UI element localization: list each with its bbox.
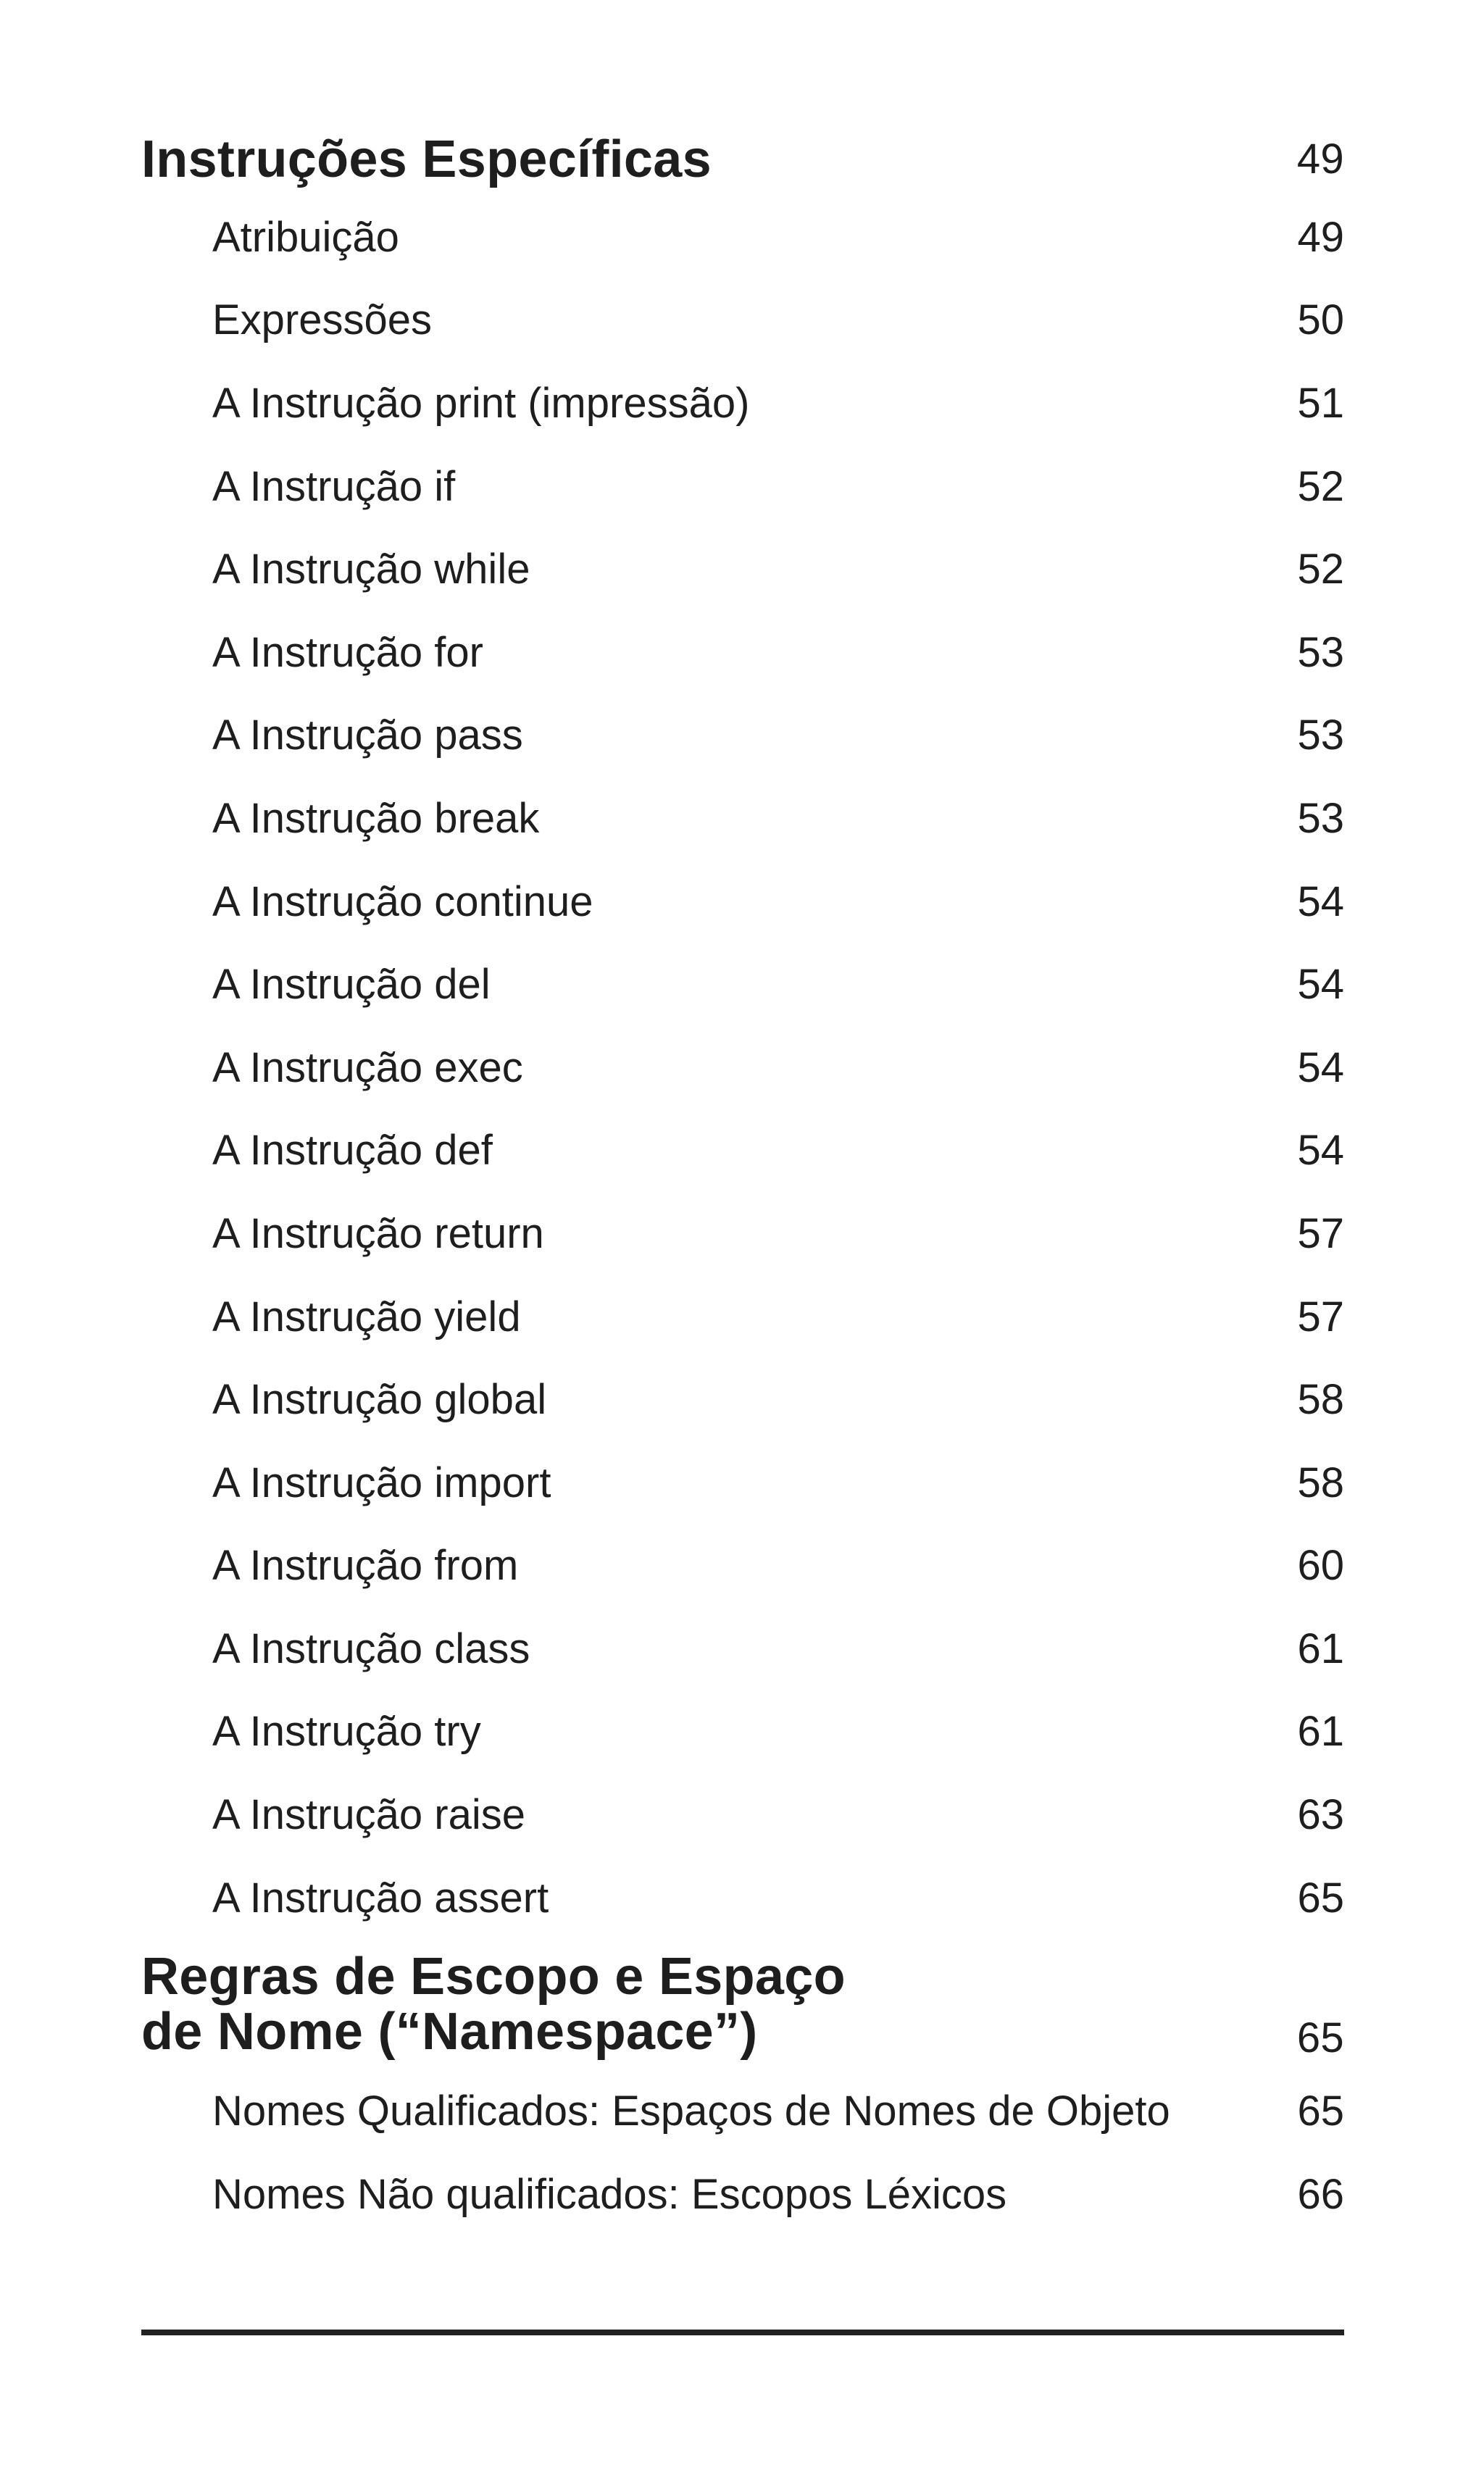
toc-entry-label: A Instrução continue [212,877,593,925]
toc-entry-page-number: 60 [1297,1542,1344,1590]
toc-entry-label: A Instrução break [212,794,540,842]
toc-entry-page-number: 54 [1297,1043,1344,1091]
section-page-number: 65 [1296,2014,1344,2062]
section-title: Instruções Específicas [141,130,712,188]
toc-entry-page-number: 58 [1297,1376,1344,1424]
toc-entry-label: Nomes Não qualificados: Escopos Léxicos [212,2170,1007,2218]
toc-entry [141,279,1344,362]
toc-entry-page-number: 53 [1297,628,1344,676]
toc-entry [141,694,1344,777]
toc-entry-page-number: 57 [1297,1293,1344,1340]
toc-entry-page-number: 65 [1297,2088,1344,2135]
toc-entry [141,2069,1344,2153]
toc-entry-page-number: 50 [1297,296,1344,344]
toc-entry-label: A Instrução raise [212,1791,525,1839]
toc-entry-label: A Instrução print (impressão) [212,379,750,427]
toc-entry-page-number: 53 [1297,794,1344,842]
toc-entry-page-number: 58 [1297,1459,1344,1506]
toc-entry-page-number: 63 [1297,1791,1344,1839]
toc-entry [141,1773,1344,1856]
toc-entry-label: A Instrução from [212,1542,519,1590]
toc-entry-label: A Instrução try [212,1708,481,1756]
toc-entry-label: Expressões [212,296,433,344]
toc-entry [141,1856,1344,1940]
toc-entry-label: A Instrução assert [212,1874,549,1922]
toc-entry [141,1109,1344,1193]
toc-entry-label: A Instrução yield [212,1293,521,1340]
toc-entry [141,860,1344,943]
toc-entry-label: Nomes Qualificados: Espaços de Nomes de Objeto [212,2088,1170,2135]
section-title [141,1949,846,2059]
toc-entry-page-number: 49 [1297,213,1344,261]
toc-entry-page-number: 66 [1297,2170,1344,2218]
toc-entry-label: A Instrução if [212,462,456,510]
toc-entry-label: A Instrução del [212,961,491,1009]
toc-entry-page-number: 54 [1297,961,1344,1009]
toc-entry [141,362,1344,445]
table-of-contents [141,123,1344,2236]
toc-entry-label: A Instrução for [212,628,483,676]
toc-entry [141,1358,1344,1441]
toc-entry-label: A Instrução global [212,1376,547,1424]
toc-entry-label: A Instrução class [212,1625,530,1672]
toc-entry [141,1690,1344,1774]
toc-entry-label: A Instrução pass [212,712,523,759]
toc-entry-page-number: 61 [1297,1708,1344,1756]
divider-line [141,2330,1344,2335]
toc-entry [141,1026,1344,1109]
toc-entry [141,1607,1344,1690]
toc-entry [141,2153,1344,2236]
toc-entry-label: Atribuição [212,213,399,261]
toc-entry-page-number: 61 [1297,1625,1344,1672]
toc-entry [141,611,1344,694]
section-page-number: 49 [1296,135,1344,183]
toc-entry [141,777,1344,860]
toc-entry-label: A Instrução def [212,1127,493,1175]
section-title-line: de Nome (“Namespace”) [141,2003,758,2061]
toc-entry [141,943,1344,1026]
section-title-line: Regras de Escopo e Espaço [141,1948,846,2006]
toc-entry-label: A Instrução return [212,1209,544,1257]
toc-entry-label: A Instrução exec [212,1043,523,1091]
toc-entry [141,1275,1344,1359]
section-heading [141,1948,1344,2062]
toc-entry-page-number: 53 [1297,712,1344,759]
toc-entry [141,445,1344,528]
toc-entry-label: A Instrução while [212,546,530,593]
toc-entry [141,527,1344,611]
toc-entry-page-number: 51 [1297,379,1344,427]
toc-entry [141,1525,1344,1608]
toc-entry-page-number: 54 [1297,1127,1344,1175]
toc-entry-page-number: 57 [1297,1209,1344,1257]
toc-entry [141,196,1344,279]
toc-entry-label: A Instrução import [212,1459,551,1506]
section-heading [141,123,1344,196]
toc-entry-page-number: 52 [1297,546,1344,593]
toc-entry [141,1192,1344,1275]
toc-entry-page-number: 52 [1297,462,1344,510]
toc-entry-page-number: 65 [1297,1874,1344,1922]
toc-entry-page-number: 54 [1297,877,1344,925]
toc-entry [141,1441,1344,1525]
